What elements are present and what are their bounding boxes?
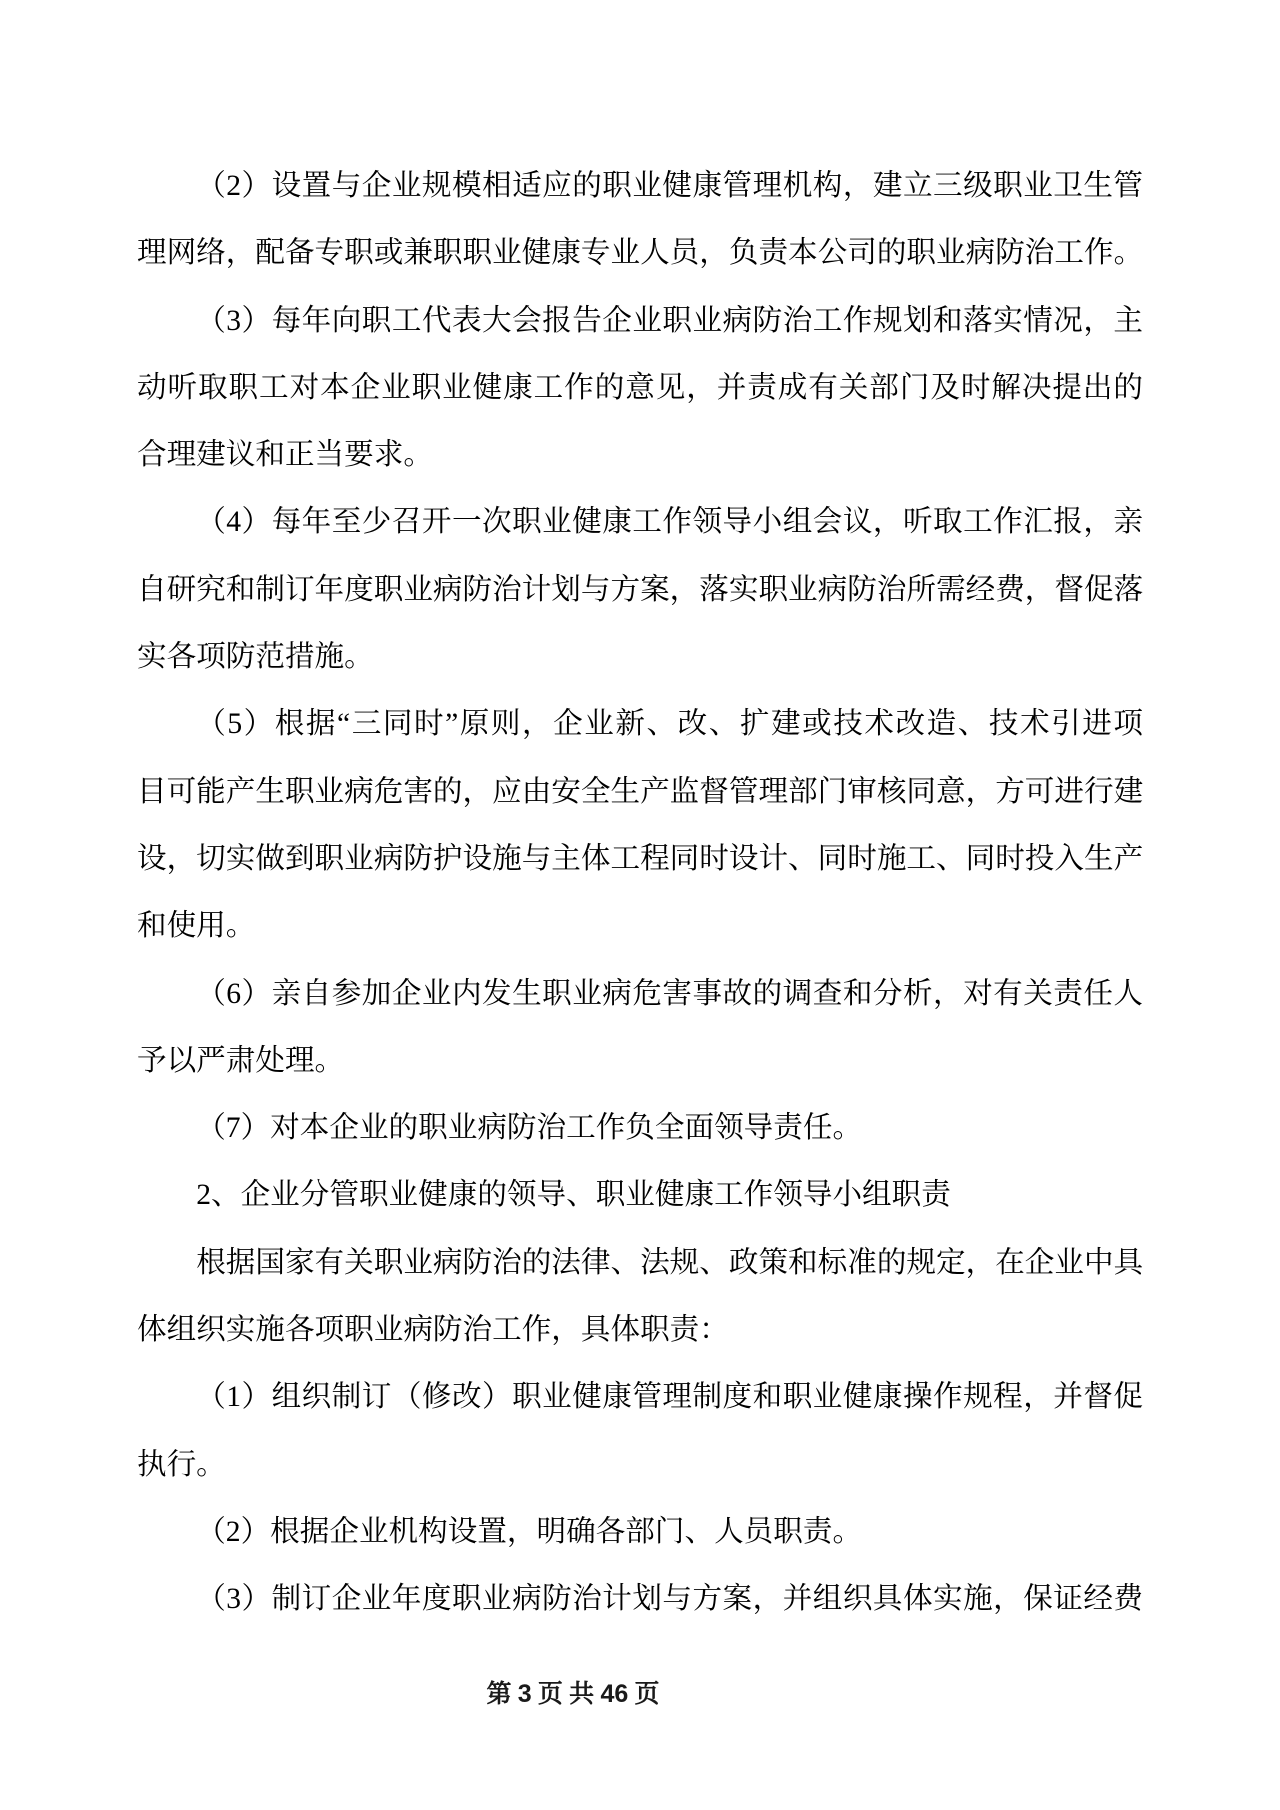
- text-line: 合理建议和正当要求。: [137, 439, 433, 472]
- footer-label-ye2: 页: [634, 1681, 660, 1708]
- text-line: （4）每年至少召开一次职业健康工作领导小组会议，听取工作汇报，亲: [196, 506, 1143, 539]
- text-line: 自研究和制订年度职业病防治计划与方案，落实职业病防治所需经费，督促落: [137, 573, 1143, 606]
- text-line: （1）组织制订（修改）职业健康管理制度和职业健康操作规程，并督促: [196, 1381, 1143, 1414]
- text-line: （2）设置与企业规模相适应的职业健康管理机构，建立三级职业卫生管: [196, 170, 1143, 202]
- text-line: （3）每年向职工代表大会报告企业职业病防治工作规划和落实情况，主: [196, 304, 1143, 337]
- text-line: 2、企业分管职业健康的领导、职业健康工作领导小组职责: [196, 1179, 951, 1212]
- text-line: 动听取职工对本企业职业健康工作的意见，并责成有关部门及时解决提出的: [137, 371, 1143, 404]
- text-line: 执行。: [137, 1448, 226, 1481]
- text-line: 和使用。: [137, 910, 256, 943]
- page-footer: [0, 1678, 1280, 1711]
- footer-total-pages: 46: [600, 1680, 629, 1708]
- page-footer-text: [486, 1681, 659, 1708]
- text-line: 目可能产生职业病危害的，应由安全生产监督管理部门审核同意，方可进行建: [137, 775, 1143, 808]
- footer-label-gong: 共: [569, 1681, 595, 1708]
- text-line: （2）根据企业机构设置，明确各部门、人员职责。: [196, 1515, 863, 1548]
- text-line: 理网络，配备专职或兼职职业健康专业人员，负责本公司的职业病防治工作。: [137, 237, 1143, 270]
- text-line: 设，切实做到职业病防护设施与主体工程同时设计、同时施工、同时投入生产: [137, 842, 1143, 875]
- text-line: 予以严肃处理。: [137, 1044, 345, 1077]
- text-line: 体组织实施各项职业病防治工作，具体职责：: [137, 1314, 729, 1347]
- footer-label-ye1: 页: [537, 1681, 563, 1708]
- text-line: 根据国家有关职业病防治的法律、法规、政策和标准的规定，在企业中具: [196, 1246, 1143, 1279]
- text-line: （6）亲自参加企业内发生职业病危害事故的调查和分析，对有关责任人: [196, 977, 1143, 1010]
- text-line: （7）对本企业的职业病防治工作负全面领导责任。: [196, 1112, 863, 1145]
- text-line: （5）根据“三同时”原则，企业新、改、扩建或技术改造、技术引进项: [196, 708, 1143, 741]
- text-line: 实各项防范措施。: [137, 641, 374, 674]
- document-body: [137, 153, 1143, 1634]
- footer-label-di: 第: [486, 1681, 512, 1708]
- text-line: （3）制订企业年度职业病防治计划与方案，并组织具体实施，保证经费: [196, 1583, 1143, 1616]
- footer-page-number: 3: [517, 1680, 532, 1708]
